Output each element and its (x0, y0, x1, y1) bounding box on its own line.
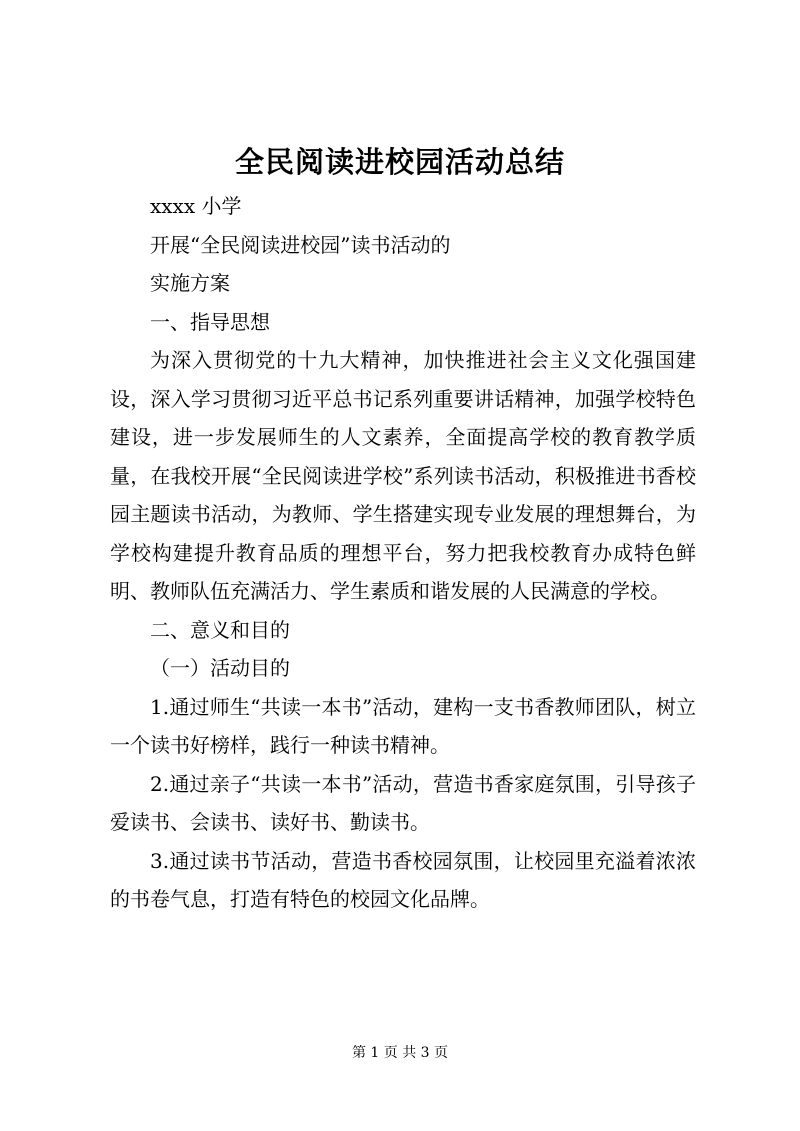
paragraph-guiding-ideology: 为深入贯彻党的十九大精神，加快推进社会主义文化强国建设，深入学习贯彻习近平总书记系列重要讲话精神，加强学校特色建设，进一步发展师生的人文素养，全面提高学校的教育教学质量，在我校开展“全民阅读进学校”系列读书活动，积极推进书香校园主题读书活动，为教师、学生搭建实现专业发展的理想舞台，为学校构建提升教育品质的理想平台，努力把我校教育办成特色鲜明、教师队伍充满活力、学生素质和谐发展的人民满意的学校。 (110, 348, 696, 603)
plan-heading-line-1: 开展“全民阅读进校园”读书活动的 (150, 232, 451, 257)
list-item-purpose-3: 3.通过读书节活动，营造书香校园氛围，让校园里充溢着浓浓的书卷气息，打造有特色的校园文化品牌。 (110, 848, 696, 911)
list-item-purpose-2: 2.通过亲子“共读一本书”活动，营造书香家庭氛围，引导孩子爱读书、会读书、读好书、勤读书。 (110, 771, 696, 834)
school-name: xxxx 小学 (150, 194, 242, 218)
document-body (110, 187, 696, 919)
plan-heading-line-2: 实施方案 (150, 271, 230, 295)
section-heading-significance: 二、意义和目的 (150, 617, 290, 642)
subsection-heading-purpose: （一）活动目的 (150, 656, 290, 680)
list-item-purpose-1: 1.通过师生“共读一本书”活动，建构一支书香教师团队，树立一个读书好榜样，践行一种读书精神。 (110, 694, 696, 757)
document-title: 全民阅读进校园活动总结 (234, 145, 565, 179)
page-number-footer: 第 1 页 共 3 页 (351, 1045, 449, 1061)
section-heading-guiding-ideology: 一、指导思想 (150, 309, 270, 334)
